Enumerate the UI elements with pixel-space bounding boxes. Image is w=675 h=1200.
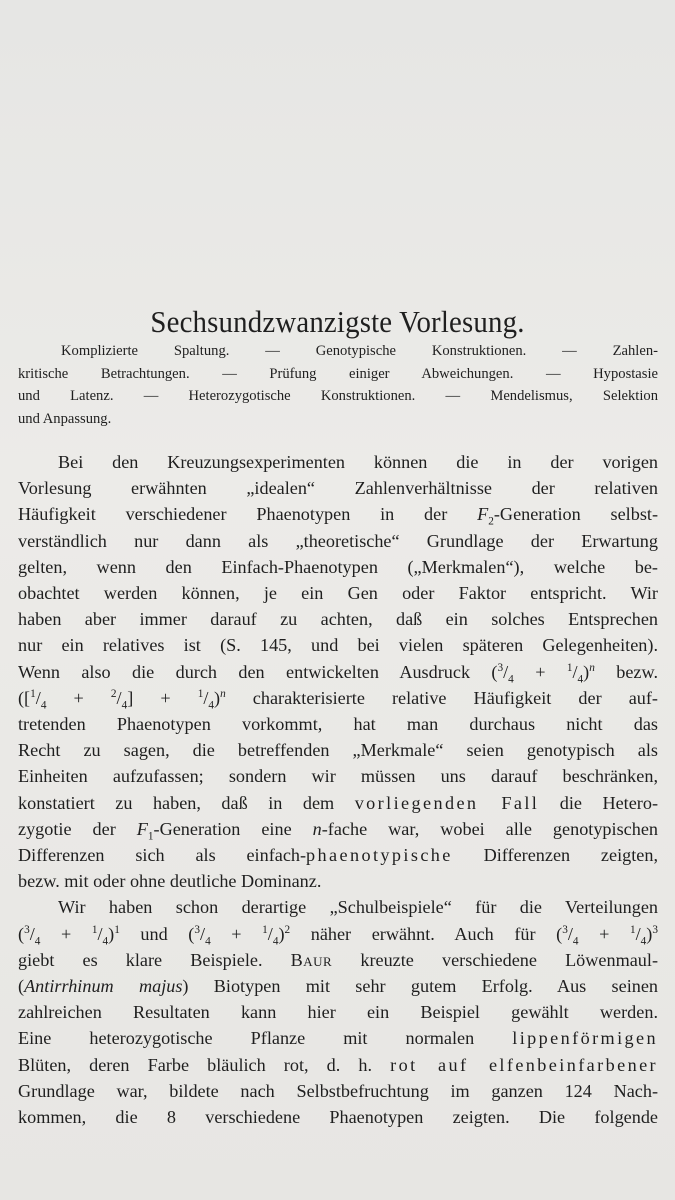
- text-line: Häufigkeit verschiedener Phaenotypen in der $F_2$-Generation selbst-: [18, 504, 659, 529]
- chapter-summary: [18, 340, 658, 430]
- text-line: obachtet werden können, je ein Gen oder Faktor entspricht. Wir: [18, 583, 658, 604]
- chapter-title: Sechsundzwanzigste Vorlesung.: [150, 303, 525, 339]
- text-line: haben aber immer darauf zu achten, daß ein solches Entsprechen: [18, 609, 658, 630]
- text-line: konstatiert zu haben, daß in dem vorliegenden Fall die Hetero-: [18, 792, 659, 813]
- text-line: Wir haben schon derartige „Schulbeispiele“ für die Verteilungen: [58, 897, 658, 918]
- summary-line: und Anpassung.: [18, 410, 112, 427]
- text-line: Blüten, deren Farbe bläulich rot, d. h. rot auf elfenbeinfarbener: [18, 1054, 658, 1075]
- text-line: $([^1/_4 + ^2/_4] + ^1/_4)^n$ charakterisierte relative Häufigkeit der auf-: [18, 687, 658, 712]
- text-line: nur ein relatives ist (S. 145, und bei vielen späteren Gelegenheiten).: [18, 635, 658, 656]
- text-line: verständlich nur dann als „theoretische“ Grundlage der Erwartung: [18, 530, 658, 551]
- text-line: $(^3/_4 + ^1/_4)^1$ und $(^3/_4 + ^1/_4)^2$ näher erwähnt. Auch für $(^3/_4 + ^1/_4)^3$: [18, 923, 658, 948]
- text-line: giebt es klare Beispiele. Baur kreuzte verschiedene Löwenmaul-: [18, 949, 659, 970]
- text-line: (Antirrhinum majus) Biotypen mit sehr gutem Erfolg. Aus seinen: [18, 976, 659, 997]
- summary-line: kritische Betrachtungen. — Prüfung einiger Abweichungen. — Hypostasie: [18, 365, 658, 382]
- text-line: Einheiten aufzufassen; sondern wir müssen uns darauf beschränken,: [18, 766, 658, 787]
- text-line: zahlreichen Resultaten kann hier ein Beispiel gewählt werden.: [18, 1002, 658, 1023]
- text-line: Wenn also die durch den entwickelten Ausdruck $(^3/_4 + ^1/_4)^n$ bezw.: [18, 661, 658, 686]
- text-line: bezw. mit oder ohne deutliche Dominanz.: [18, 871, 322, 892]
- body-text: [18, 449, 658, 1130]
- text-line: Vorlesung erwähnten „idealen“ Zahlenverhältnisse der relativen: [18, 478, 658, 499]
- text-line: Eine heterozygotische Pflanze mit normalen lippenförmigen: [18, 1028, 658, 1049]
- text-line: Grundlage war, bildete nach Selbstbefruchtung im ganzen 124 Nach-: [18, 1080, 658, 1101]
- summary-line: Komplizierte Spaltung. — Genotypische Konstruktionen. — Zahlen-: [61, 343, 658, 359]
- text-line: tretenden Phaenotypen vorkommt, hat man durchaus nicht das: [18, 714, 658, 735]
- text-line: kommen, die 8 verschiedene Phaenotypen zeigten. Die folgende: [18, 1107, 658, 1128]
- text-line: Recht zu sagen, die betreffenden „Merkmale“ seien genotypisch als: [18, 740, 658, 761]
- text-line: gelten, wenn den Einfach-Phaenotypen („Merkmalen“), welche be-: [18, 556, 658, 577]
- text-line: zygotie der $F_1$-Generation eine n-fache war, wobei alle genotypischen: [18, 818, 658, 843]
- text-line: Differenzen sich als einfach-phaenotypische Differenzen zeigten,: [18, 845, 658, 866]
- summary-line: und Latenz. — Heterozygotische Konstruktionen. — Mendelismus, Selektion: [18, 388, 658, 404]
- text-line: Bei den Kreuzungsexperimenten können die in der vorigen: [58, 452, 658, 472]
